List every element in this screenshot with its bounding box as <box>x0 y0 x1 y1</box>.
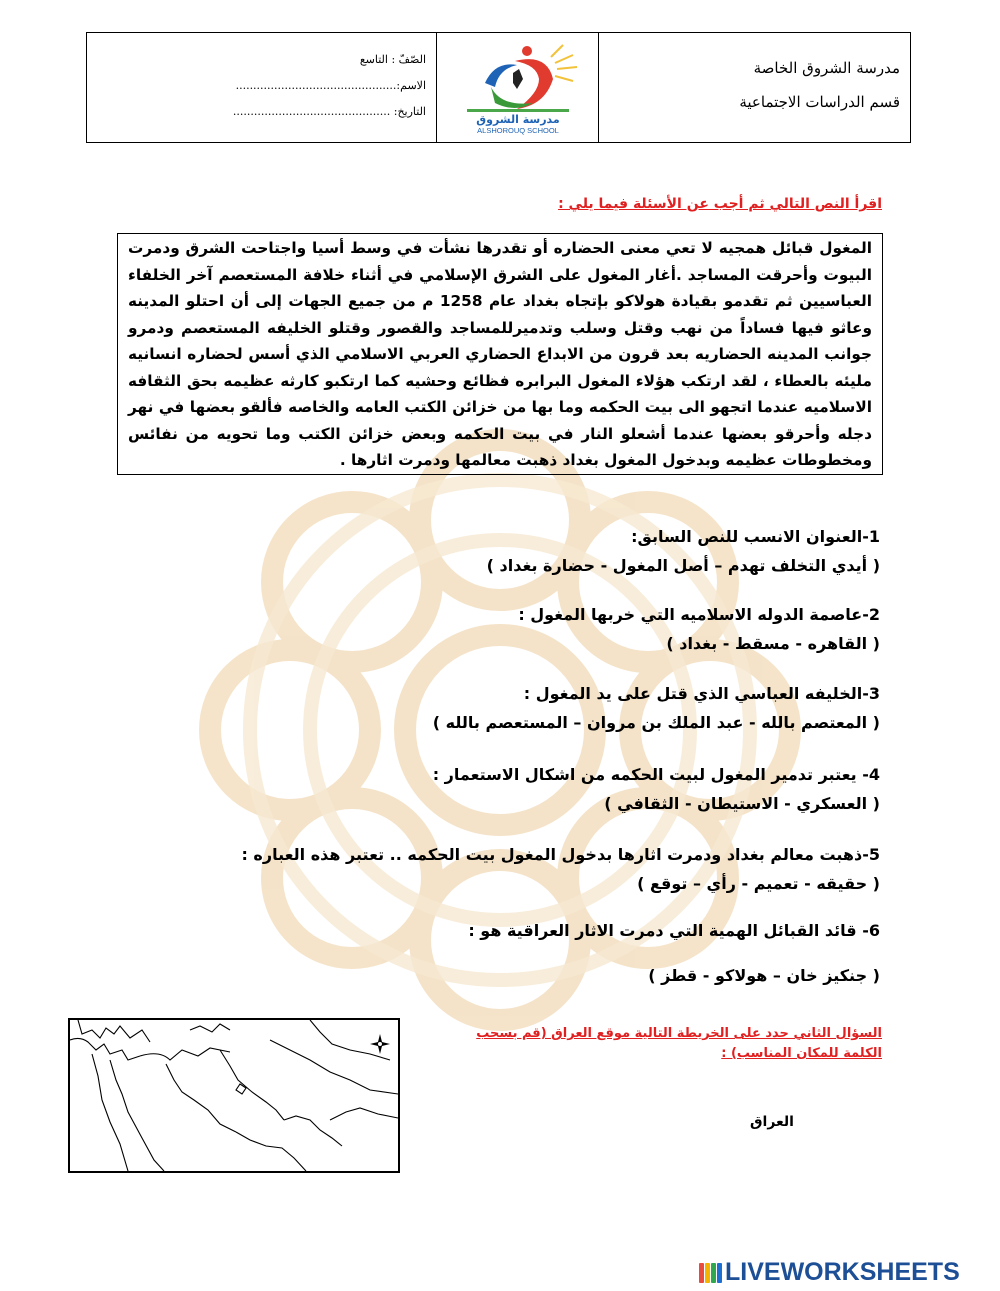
question-text: 6- قائد القبائل الهمية التي دمرت الاثار العراقية هو : <box>468 921 880 940</box>
question-2-title-text: السؤال الثاني حدد على الخريطة التالية موقع العراق (قم بسحب الكلمة للمكان المناسب) : <box>476 1026 882 1061</box>
question-options[interactable]: ( حقيقه - تعميم - رأي – توقع ) <box>637 874 880 893</box>
student-info-cell <box>87 33 437 142</box>
question-options[interactable]: ( العسكري - الاستيطان - الثقافي ) <box>604 794 880 813</box>
question-text: 1-العنوان الانسب للنص السابق: <box>631 527 880 546</box>
question-6 <box>468 921 880 985</box>
question-options[interactable]: ( القاهره - مسقط - بغداد ) <box>666 634 880 653</box>
question-options[interactable]: ( المعتصم بالله - عبد الملك بن مروان – المستعصم بالله ) <box>432 713 880 732</box>
question-5 <box>241 845 880 893</box>
question-2 <box>518 605 880 653</box>
question-options[interactable]: ( جنكيز خان – هولاكو - قطز ) <box>648 966 880 985</box>
question-text: 2-عاصمة الدوله الاسلاميه التي خربها المغول : <box>518 605 880 624</box>
middle-east-map <box>70 1020 398 1171</box>
drag-word-iraq[interactable]: العراق <box>750 1114 794 1130</box>
reading-instruction: اقرأ النص التالي ثم أجب عن الأسئلة فيما يلي : <box>558 196 882 212</box>
logo-english-text: ALSHOROUQ SCHOOL <box>477 126 559 135</box>
question-text: 4- يعتبر تدمير المغول لبيت الحكمه من اشكال الاستعمار : <box>432 765 880 784</box>
compass-icon <box>370 1034 390 1054</box>
map-drop-area[interactable] <box>68 1018 400 1173</box>
school-logo <box>455 43 581 135</box>
liveworksheets-brand: LIVEWORKSHEETS <box>725 1258 960 1286</box>
question-3 <box>433 684 880 732</box>
header-table <box>86 32 911 143</box>
question-2-title <box>437 1024 882 1064</box>
date-field[interactable]: التاريخ: ............................................. <box>232 105 426 118</box>
liveworksheets-icon <box>697 1261 725 1285</box>
department-name: قسم الدراسات الاجتماعية <box>739 93 900 111</box>
reading-passage: المغول قبائل همجيه لا تعي معنى الحضاره أو تقدرها نشأت في وسط أسيا واجتاحت الشرق ودمرت البيوت وأحرقت المساجد .أغار المغول على الشرق الإسلامي في أثناء خلافة المستعصم آخر الخلفاء العباسيين ثم تقدمو بقيادة هولاكو بإتجاه بغداد عام 1258 م من جميع الجهات إلى أن احتلو المدينه وعاثو فيها فساداً من نهب وقتل وسلب وتدميرللمساجد والقصور وقتلو الخليفه المستعصم ودمرو جوانب المدينه الحضاريه بعد قرون من الابداع الحضاري العربي الاسلامي الذي أسس لحضاره انسانيه مليئه بالعطاء ، لقد ارتكب هؤلاء المغول البرابره فظائع وحشيه كما ارتكبو كارثه عظيمه بحق الثقافه الاسلاميه عندما اتجهو الى بيت الحكمه وما بها من خزائن الكتب العامه والخاصه فألقو بعضها في نهر دجله وأحرقو بعضها عندما أشعلو النار في بيت الحكمه وبعض خزائن الكتب وما تحويه من نفائس ومخطوطات عظيمه وبدخول المغول بغداد ذهبت معالمها ودمرت اثارها . <box>117 233 883 475</box>
name-field[interactable]: الاسم:.............................................. <box>235 79 426 92</box>
question-text: 5-ذهبت معالم بغداد ودمرت اثارها بدخول المغول بيت الحكمه .. تعتبر هذه العباره : <box>241 845 880 864</box>
logo-arabic-text: مدرسة الشروق <box>476 113 560 126</box>
liveworksheets-logo[interactable] <box>697 1258 960 1287</box>
logo-cell <box>437 33 599 142</box>
question-options[interactable]: ( أيدي التخلف تهدم – أصل المغول - حضارة بغداد ) <box>486 556 880 575</box>
school-name: مدرسة الشروق الخاصة <box>753 59 900 77</box>
logo-sun-rays <box>551 45 577 81</box>
question-1 <box>487 527 880 575</box>
grade-label: الصّفّ : التاسع <box>359 53 426 66</box>
question-text: 3-الخليفه العباسي الذي قتل على يد المغول : <box>523 684 880 703</box>
school-info-cell <box>599 33 910 142</box>
question-4 <box>433 765 880 813</box>
